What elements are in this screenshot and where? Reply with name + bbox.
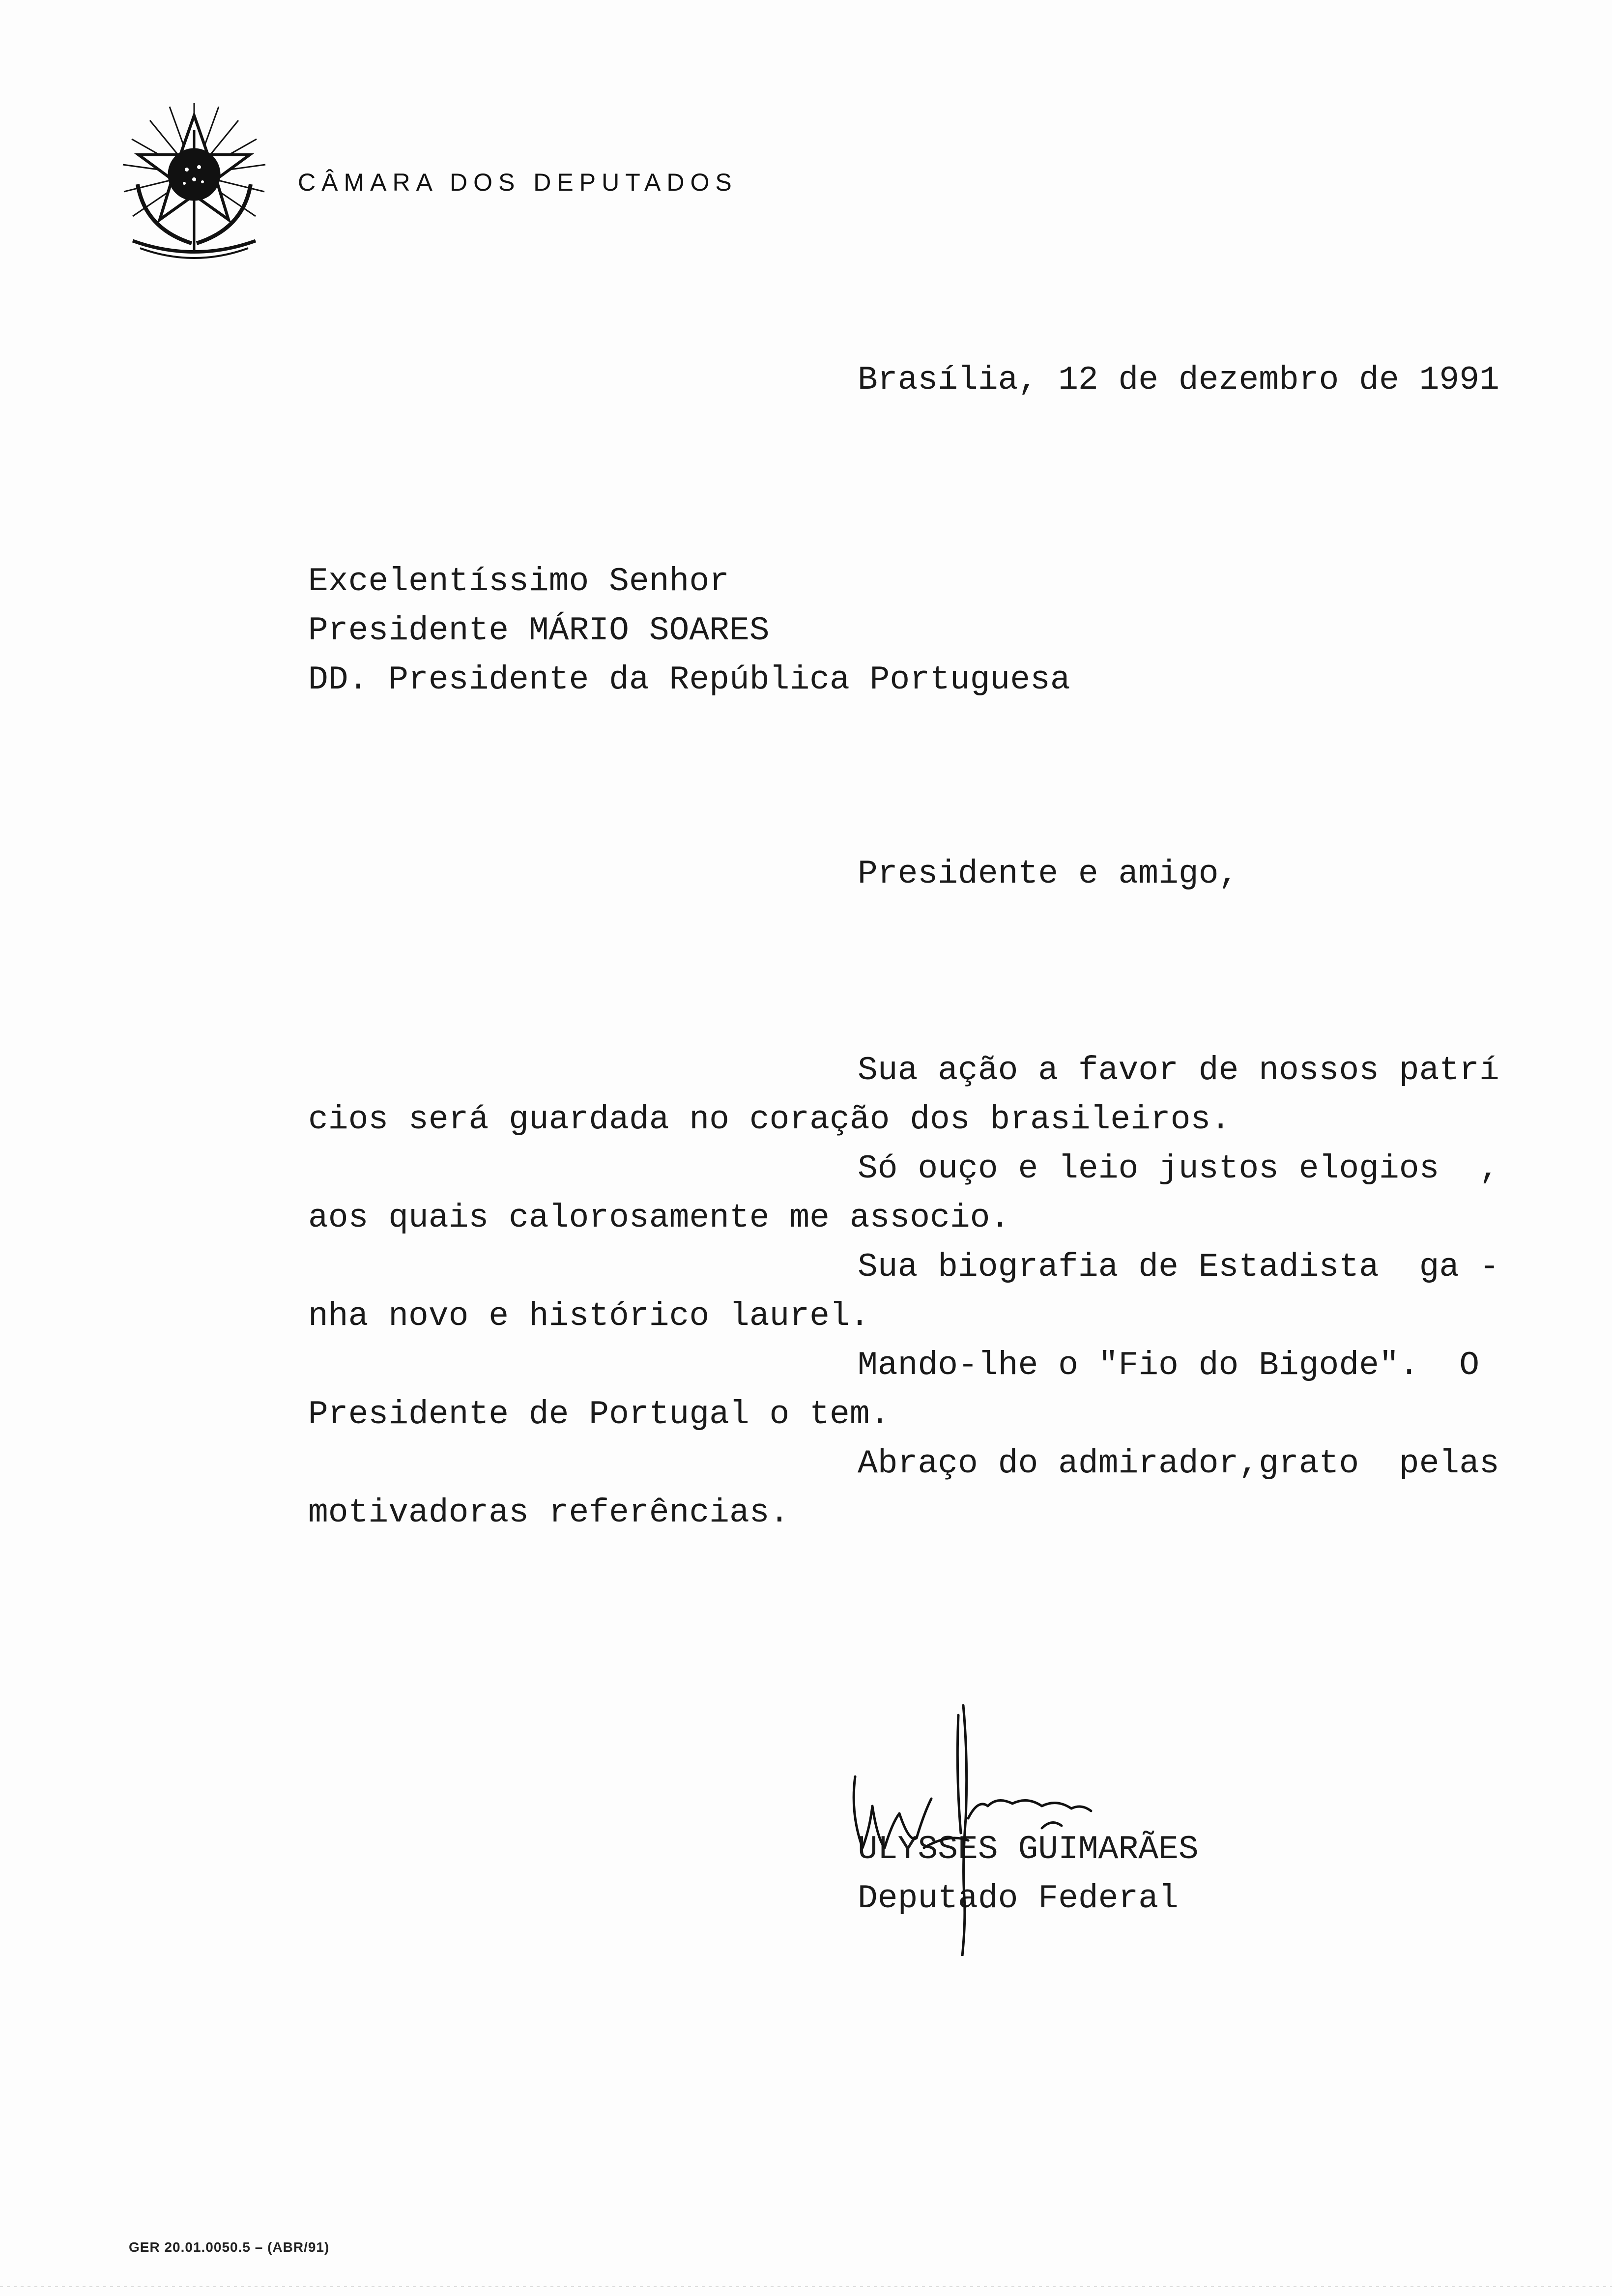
- body-line: Sua ação a favor de nossos patrí: [858, 1052, 1499, 1090]
- letterhead-title: CÂMARA DOS DEPUTADOS: [298, 169, 738, 196]
- body-line: Presidente de Portugal o tem.: [308, 1396, 890, 1434]
- form-code: GER 20.01.0050.5 – (ABR/91): [129, 2239, 330, 2255]
- body-line: aos quais calorosamente me associo.: [308, 1199, 1010, 1237]
- body-line: cios será guardada no coração dos brasileiros.: [308, 1101, 1231, 1139]
- body-line: Abraço do admirador,grato pelas: [858, 1445, 1499, 1483]
- salutation: Presidente e amigo,: [858, 855, 1239, 893]
- body-line: nha novo e histórico laurel.: [308, 1297, 870, 1335]
- recipient-line-2: Presidente MÁRIO SOARES: [308, 612, 770, 650]
- recipient-line-1: Excelentíssimo Senhor: [308, 563, 729, 601]
- body-line: Mando-lhe o "Fio do Bigode". O: [858, 1347, 1480, 1384]
- body-line: Só ouço e leio justos elogios ,: [858, 1150, 1499, 1188]
- signatory-title: Deputado Federal: [858, 1880, 1179, 1918]
- handwritten-signature: [835, 1700, 1189, 1956]
- body-line: Sua biografia de Estadista ga -: [858, 1248, 1499, 1286]
- signatory-name: ULYSSES GUIMARÃES: [858, 1831, 1199, 1868]
- date-line: Brasília, 12 de dezembro de 1991: [858, 361, 1499, 399]
- brazil-coat-of-arms-icon: [118, 101, 270, 268]
- body-line: motivadoras referências.: [308, 1494, 790, 1532]
- recipient-line-3: DD. Presidente da República Portuguesa: [308, 661, 1070, 699]
- page-edge: [0, 2286, 1612, 2287]
